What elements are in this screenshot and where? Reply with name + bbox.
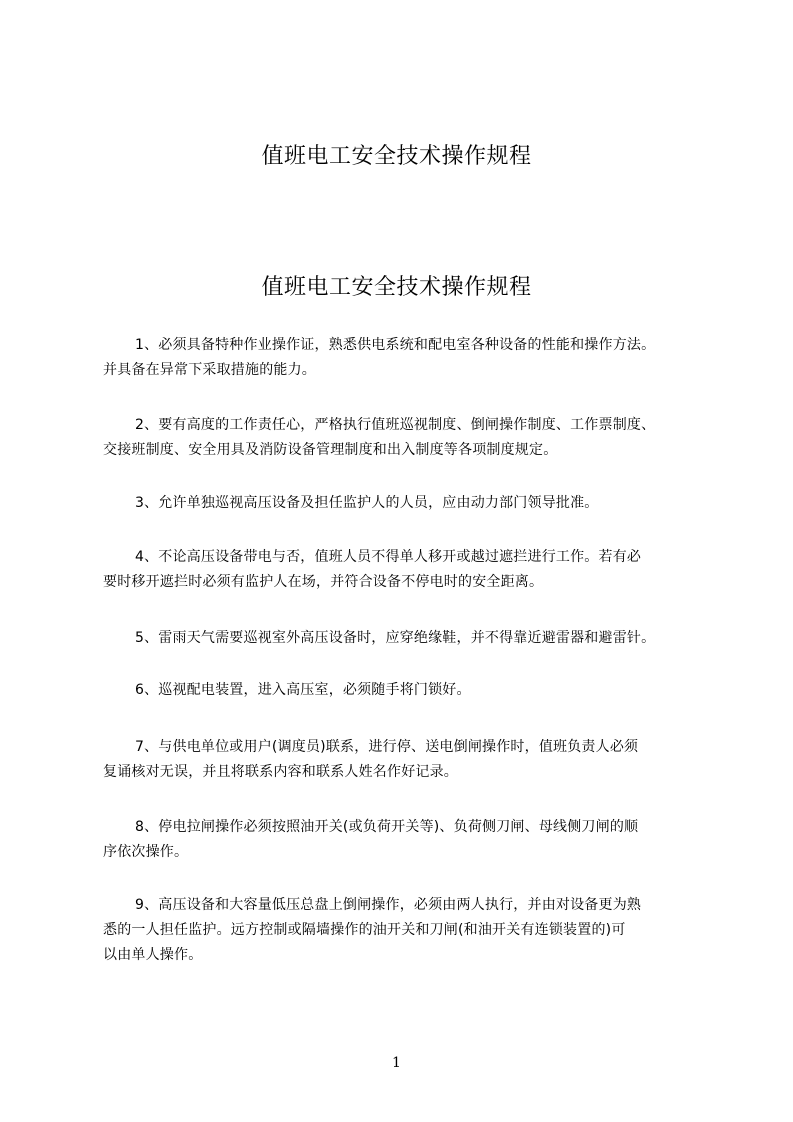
paragraph-line: 要时移开遮拦时必须有监护人在场，并符合设备不停电时的安全距离。 bbox=[103, 574, 544, 590]
paragraph-8 bbox=[103, 815, 725, 865]
paragraph-3 bbox=[103, 491, 725, 516]
paragraph-line: 2、要有高度的工作责任心，严格执行值班巡视制度、倒闸操作制度、工作票制度、 bbox=[135, 417, 656, 433]
paragraph-line: 1、必须具备特种作业操作证，熟悉供电系统和配电室各种设备的性能和操作方法。 bbox=[135, 337, 656, 353]
paragraph-line: 交接班制度、安全用具及消防设备管理制度和出入制度等各项制度规定。 bbox=[103, 442, 558, 458]
paragraph-line: 3、允许单独巡视高压设备及担任监护人的人员，应由动力部门领导批准。 bbox=[135, 495, 599, 511]
paragraph-line: 6、巡视配电装置，进入高压室，必须随手将门锁好。 bbox=[135, 682, 471, 698]
paragraph-line: 9、高压设备和大容量低压总盘上倒闸操作，必须由两人执行，并由对设备更为熟 bbox=[135, 897, 642, 913]
document-header-title: 值班电工安全技术操作规程 bbox=[261, 144, 532, 169]
paragraph-4 bbox=[103, 545, 725, 595]
paragraph-line: 5、雷雨天气需要巡视室外高压设备时，应穿绝缘鞋，并不得靠近避雷器和避雷针。 bbox=[135, 630, 656, 646]
paragraph-line: 8、停电拉闸操作必须按照油开关(或负荷开关等)、负荷侧刀闸、母线侧刀闸的顺 bbox=[135, 819, 639, 835]
paragraph-line: 4、不论高压设备带电与否，值班人员不得单人移开或越过遮拦进行工作。若有必 bbox=[135, 549, 642, 565]
paragraph-9 bbox=[103, 893, 725, 968]
paragraph-2 bbox=[103, 413, 725, 463]
paragraph-5 bbox=[103, 626, 725, 651]
paragraph-line: 并具备在异常下采取措施的能力。 bbox=[103, 362, 316, 378]
paragraph-1 bbox=[103, 333, 725, 383]
paragraph-line: 悉的一人担任监护。远方控制或隔墙操作的油开关和刀闸(和油开关有连锁装置的)可 bbox=[103, 922, 626, 938]
paragraph-7 bbox=[103, 735, 725, 785]
paragraph-line: 复诵核对无误，并且将联系内容和联系人姓名作好记录。 bbox=[103, 764, 458, 780]
page-number: 1 bbox=[392, 1055, 401, 1071]
document-main-title: 值班电工安全技术操作规程 bbox=[261, 275, 532, 300]
paragraph-6 bbox=[103, 678, 725, 703]
paragraph-line: 7、与供电单位或用户(调度员)联系，进行停、送电倒闸操作时，值班负责人必须 bbox=[135, 739, 639, 755]
paragraph-line: 序依次操作。 bbox=[103, 844, 189, 860]
paragraph-line: 以由单人操作。 bbox=[103, 947, 203, 963]
